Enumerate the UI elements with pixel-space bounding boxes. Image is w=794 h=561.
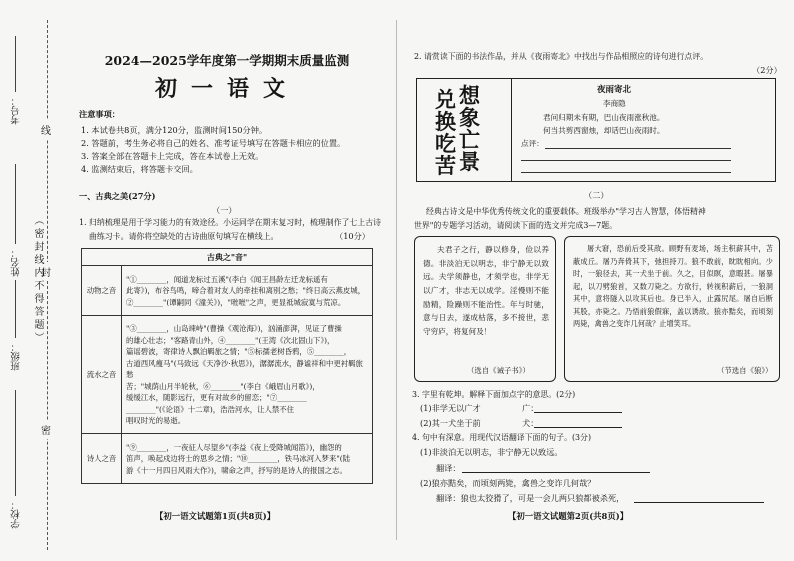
intro-line-1: 经典古诗文是中华优秀传统文化的重要载体。班级举办"学习古人智慧，体悟精神 [426, 207, 706, 216]
comment-line-1[interactable] [545, 148, 731, 149]
school-label: 学校： [11, 500, 22, 529]
q3-item-1: (1)非学无以广才 [420, 403, 481, 413]
calligraphy-char: 象 [459, 105, 479, 131]
row-line: 的雄心壮志；"客路青山外，④________"(王湾《次北固山下》)， [126, 335, 335, 345]
passage-b-text: 屠大窘，恐前后受其敌。顾野有麦场，场主积薪其中，苫蔽成丘。屠乃奔倚其下，弛担持刀。狼不敢前，眈眈相向。少时，一狼径去，其一犬坐于前。久之，目似瞑，意暇甚。屠暴起，以刀劈狼首，又数刀毙之。方欲行，转视积薪后，一狼洞其中，意将隧入以攻其后也。身已半入，止露尻尾。屠自后断其股，亦毙之。乃悟前狼假寐，盖以诱敌。狼亦黠矣，而顷刻两毙，禽兽之变诈几何哉？止增笑耳。 [573, 244, 773, 329]
right-page [412, 0, 784, 561]
row-line: 笛声，唤起戍边将士的思乡之情；"⑩________，铁马冰河入梦来"(陆 [126, 454, 351, 464]
q4-item-2: (2)狼亦黠矣，而顷刻两毙，禽兽之变诈几何哉？ [420, 478, 596, 488]
row-line: 古道西风瘦马"(马致远《天净沙·秋思》)，潺潺流水，静谧祥和中更衬羁旅愁 [126, 358, 363, 380]
notes-heading: 注意事项： [79, 109, 120, 119]
row-line: "⑨________，一夜征人尽望乡"(李益《夜上受降城闻笛》)，幽怨的 [126, 442, 342, 452]
q4-item-1: (1)非淡泊无以明志，非宁静无以致远。 [420, 447, 563, 457]
calligraphy-char: 亡 [459, 127, 479, 153]
calligraphy-col-left [435, 89, 455, 177]
comment-line-2[interactable] [521, 160, 731, 161]
box-divider [511, 79, 512, 181]
calligraphy-char: 换 [435, 109, 455, 135]
q3-heading: 3. 字里有乾坤。解释下面加点字的意思。(2分) [412, 390, 576, 399]
calligraphy-char: 兑 [435, 87, 455, 112]
q2-line: 2. 请赏读下面的书法作品，并从《夜雨寄北》中找出与作品相照应的诗句进行点评。 [414, 52, 709, 61]
row-line: 唱叹时光的易逝。 [126, 416, 186, 426]
exam-title: 2024—2025学年度第一学期期末质量监测 [104, 53, 350, 68]
poem-author: 李商隐 [603, 99, 626, 108]
part-2-label: （二） [584, 190, 609, 200]
calligraphy-col-right [459, 85, 479, 173]
section-1-heading: 一、古典之美(27分) [79, 191, 156, 201]
poem-line-1: 君问归期未有期，巴山夜雨涨秋池。 [543, 113, 665, 122]
q3-item-2-blank-label: 犬： [522, 418, 539, 428]
school-line [15, 390, 16, 496]
q1-line-1: 1. 归纳梳理是用于学习能力的有效途径。小运同学在期末复习时，梳理制作了七上古诗 [79, 218, 381, 227]
note-4: 4. 监测结束后，将答题卡交回。 [81, 164, 198, 174]
calligraphy-char: 景 [459, 149, 479, 175]
table-header: 古典之"音" [82, 249, 373, 266]
q3-answer-2[interactable] [534, 419, 622, 428]
seal-note: （密封线内不得答题） [32, 215, 43, 345]
q3-item-2: (2)其一犬坐于前 [420, 418, 481, 428]
row-line: 此寄》)，布谷鸟鸣，啼合着对友人的牵挂和离别之愁；"终日高云燕皮城， [126, 286, 366, 296]
q3-answer-1[interactable] [534, 404, 622, 413]
page-footer-1: 【初一语文试题第1页(共8页)】 [155, 511, 276, 521]
class-line [15, 280, 16, 338]
q4-heading: 4. 句中有深意。用现代汉语翻译下面的句子。(3分) [412, 433, 592, 442]
passage-b-source: （节选自《狼》） [717, 366, 773, 375]
row-line: 篇谣碧波，寄律诗人飘泊羁旅之情；"⑤标孺老树昏鸦，⑤________， [126, 347, 352, 357]
q4-item-2-translation: 翻译：狼也太狡猾了，可是一会儿两只狼都被杀死， [436, 493, 625, 503]
passage-a-box [414, 236, 556, 382]
calligraphy-char: 吃 [435, 131, 455, 157]
row-label-animal: 动物之音 [82, 266, 122, 316]
page-footer-2: 【初一语文试题第2页(共8页)】 [508, 511, 629, 521]
note-3: 3. 答案全部在答题卡上完成，答在本试卷上无效。 [81, 151, 264, 161]
calligraphy-char: 想 [459, 83, 479, 108]
table-row [82, 434, 373, 484]
note-1: 1. 本试卷共8页，满分120分，监测时间150分钟。 [81, 125, 268, 135]
poem-title: 夜雨寄北 [597, 85, 632, 95]
row-line: 苦；"城荫山月半轮秋，⑥________"(李白《峨眉山月歌》)， [126, 381, 320, 391]
calligraphy-box [416, 78, 776, 182]
table-row [82, 266, 373, 316]
review-table [81, 248, 373, 484]
table-row [82, 316, 373, 434]
q2-points: （2分） [752, 65, 782, 75]
seal-char-secret: 密 [41, 420, 51, 439]
subject-title: 初一语文 [154, 76, 299, 102]
comment-line-3[interactable] [521, 172, 731, 173]
exam-no-line [15, 36, 16, 92]
page-divider [396, 20, 397, 540]
comment-label: 点评： [521, 139, 544, 148]
left-page [77, 0, 381, 561]
note-2: 2. 答题前，考生务必将自己的姓名、准考证号填写在答题卡相应的位置。 [81, 138, 346, 148]
seal-dashed-line [47, 20, 48, 550]
row-line: "①________，闻道龙标过五溪"(李白《闻王昌龄左迁龙标遥有 [126, 274, 328, 284]
binding-margin [0, 0, 58, 561]
row-label-poet: 诗人之音 [82, 434, 122, 484]
q1-points: （10分） [335, 231, 370, 241]
q4-answer-1[interactable] [462, 464, 650, 473]
class-label: 班级： [11, 342, 22, 371]
passage-a-source: （选自《诫子书》） [467, 366, 530, 375]
calligraphy-char: 苦 [435, 153, 455, 179]
row-line: 缓缓江水，随影远行，更有对故乡的留恋；"⑦________ [126, 393, 307, 403]
poem-line-2: 何当共剪西窗烛，却话巴山夜雨时。 [543, 126, 665, 135]
intro-line-2: 世界"的专题学习活动，请阅读下面的选文并完成3—7题。 [414, 221, 618, 230]
row-line: ________"(《论语》十二章)，浩浩河水，让人禁不住 [126, 404, 295, 414]
passage-a-text: 夫君子之行，静以修身，俭以养德。非淡泊无以明志，非宁静无以致远。夫学须静也，才须学也，非学无以广才，非志无以成学。淫慢则不能励精，险躁则不能治性。年与时驰，意与日去，遂成枯落，多不接世，悲守穷庐，将复何及！ [423, 245, 549, 336]
row-label-water: 流水之音 [82, 316, 122, 434]
row-line: "③________，山岛竦峙"(曹操《观沧海》)，汹涌澎湃，见证了曹操 [126, 324, 342, 334]
seal-char-line: 线 [41, 120, 51, 139]
name-label: 姓名： [11, 248, 22, 277]
passage-b-box [564, 236, 780, 382]
q3-item-1-blank-label: 广： [522, 403, 539, 413]
q1-line-2: 曲练习卡。请你将空缺处的古诗曲原句填写在横线上。 [89, 232, 279, 241]
part-1-label: （一） [212, 205, 237, 215]
q4-answer-2[interactable] [634, 494, 764, 503]
row-line: ②________"(谭嗣同《潼关》)，"咝咝"之声，更显祗城寂寞与荒凉。 [126, 297, 346, 307]
exam-no-label: 考号： [11, 96, 22, 125]
row-line: 游《十一月四日风雨大作》)，啸命之声，抒写的是诗人的报国之志。 [126, 465, 347, 475]
seal-char-seal: 封 [41, 262, 51, 281]
name-line [15, 164, 16, 244]
q4-translate-label-1: 翻译： [436, 463, 461, 473]
